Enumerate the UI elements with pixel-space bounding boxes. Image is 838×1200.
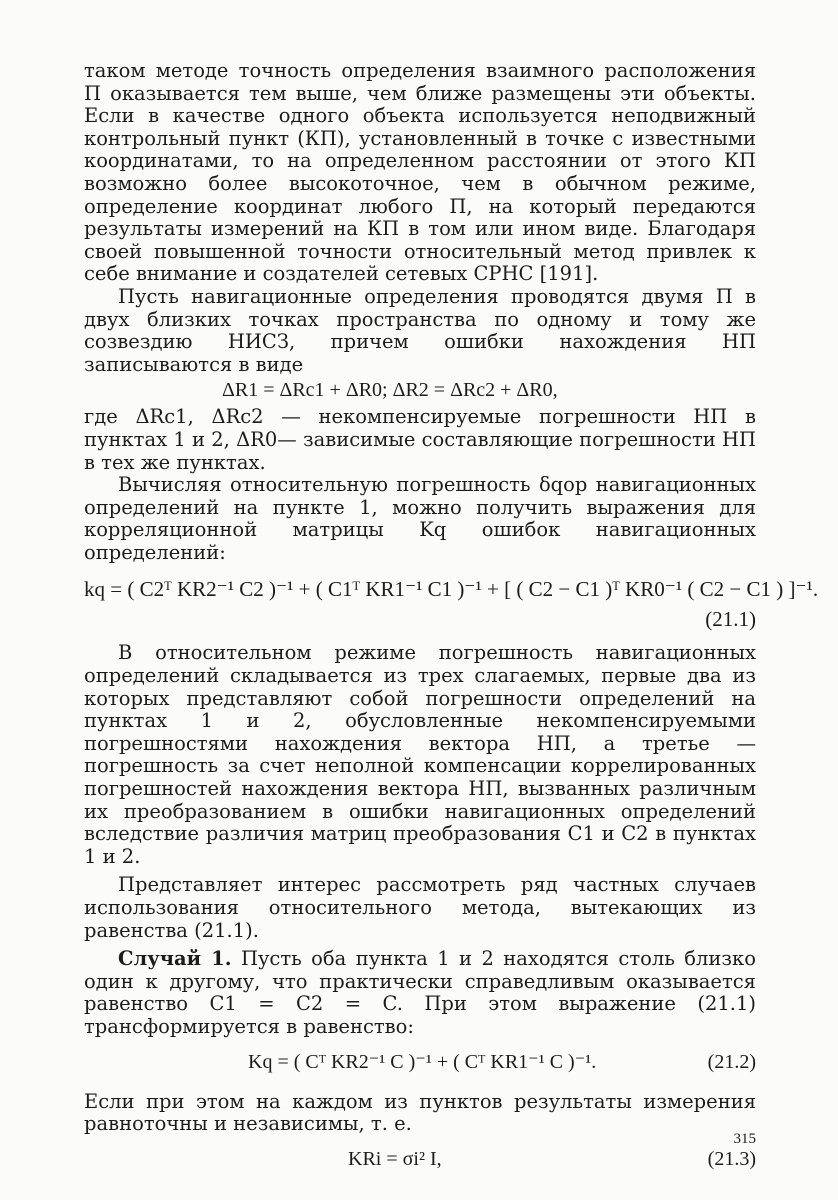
paragraph-7 bbox=[84, 948, 756, 1038]
paragraph-1: таком методе точность определения взаимного расположения П оказывается тем выше, чем ближе размещены эти объекты. Если в качестве одного объекта используется неподвижный контрольный пункт (КП), установленный в точке с известными координатами, то на определенном расстоянии от этого КП возможно более высокоточное, чем в обычном режиме, определение координат любого П, на который передаются результаты измерений на КП в том или ином виде. Благодаря своей повышенной точности относительный метод привлек к себе внимание и создателей сетевых СРНС [191]. bbox=[84, 59, 756, 286]
page-body bbox=[84, 59, 819, 1178]
formula-21-1-body: kq = ( C2ᵀ KR2⁻¹ C2 )⁻¹ + ( C1ᵀ KR1⁻¹ C1 )⁻¹ + [ ( C2 − C1 )ᵀ KR0⁻¹ ( C2 − C1 ) ]⁻¹. bbox=[84, 577, 819, 602]
formula-21-2-body: Kq = ( Cᵀ KR2⁻¹ C )⁻¹ + ( Cᵀ KR1⁻¹ C )⁻¹. bbox=[248, 1050, 597, 1073]
formula-21-2 bbox=[84, 1051, 756, 1083]
paragraph-2: Пусть навигационные определения проводятся двумя П в двух близких точках пространства по одному и тому же созвездию НИСЗ, причем ошибки нахождения НП записываются в виде bbox=[84, 284, 756, 376]
formula-delta-r-body: ΔR1 = ΔRc1 + ΔR0; ΔR2 = ΔRc2 + ΔR0, bbox=[222, 379, 558, 402]
formula-21-3 bbox=[84, 1148, 756, 1178]
paragraph-6: Представляет интерес рассмотреть ряд частных случаев использования относительного метода, вытекающих из равенства (21.1). bbox=[84, 873, 756, 942]
paragraph-5: В относительном режиме погрешность навигационных определений складывается из трех слагаемых, первые два из которых представляют собой погрешности определений на пунктах 1 и 2, обусловленные некомпенсируемыми погрешностями нахождения вектора НП, а третье — погрешность за счет неполной компенсации коррелированных погрешностей нахождения вектора НП, вызванных различным их преобразованием в ошибки навигационных определений вследствие различия матриц преобразования C1 и C2 в пунктах 1 и 2. bbox=[84, 641, 756, 868]
page-number: 315 bbox=[733, 1131, 756, 1147]
paragraph-4: Вычисляя относительную погрешность δqор навигационных определений на пункте 1, можно получить выражения для корреляционной матрицы Kq ошибок навигационных определений: bbox=[84, 473, 756, 564]
formula-21-2-number: (21.2) bbox=[707, 1050, 756, 1073]
formula-delta-r bbox=[84, 379, 756, 403]
formula-21-1-number: (21.1) bbox=[705, 607, 756, 632]
formula-21-1 bbox=[84, 572, 819, 636]
formula-21-3-body: KRi = σi² I, bbox=[348, 1147, 442, 1170]
formula-21-3-number: (21.3) bbox=[707, 1147, 756, 1170]
case-1-text: Пусть оба пункта 1 и 2 находятся столь близко один к другому, что практически справедливым оказывается равенство C1 = C2 = C. При этом выражение (21.1) трансформируется в равенство: bbox=[84, 947, 756, 1038]
paragraph-3: где ΔRс1, ΔRс2 — некомпенсируемые погрешности НП в пунктах 1 и 2, ΔR0— зависимые составляющие погрешности НП в тех же пунктах. bbox=[84, 405, 756, 474]
case-1-heading: Случай 1. bbox=[118, 947, 232, 971]
paragraph-8: Если при этом на каждом из пунктов результаты измерения равноточны и независимы, т. е. bbox=[84, 1089, 756, 1136]
